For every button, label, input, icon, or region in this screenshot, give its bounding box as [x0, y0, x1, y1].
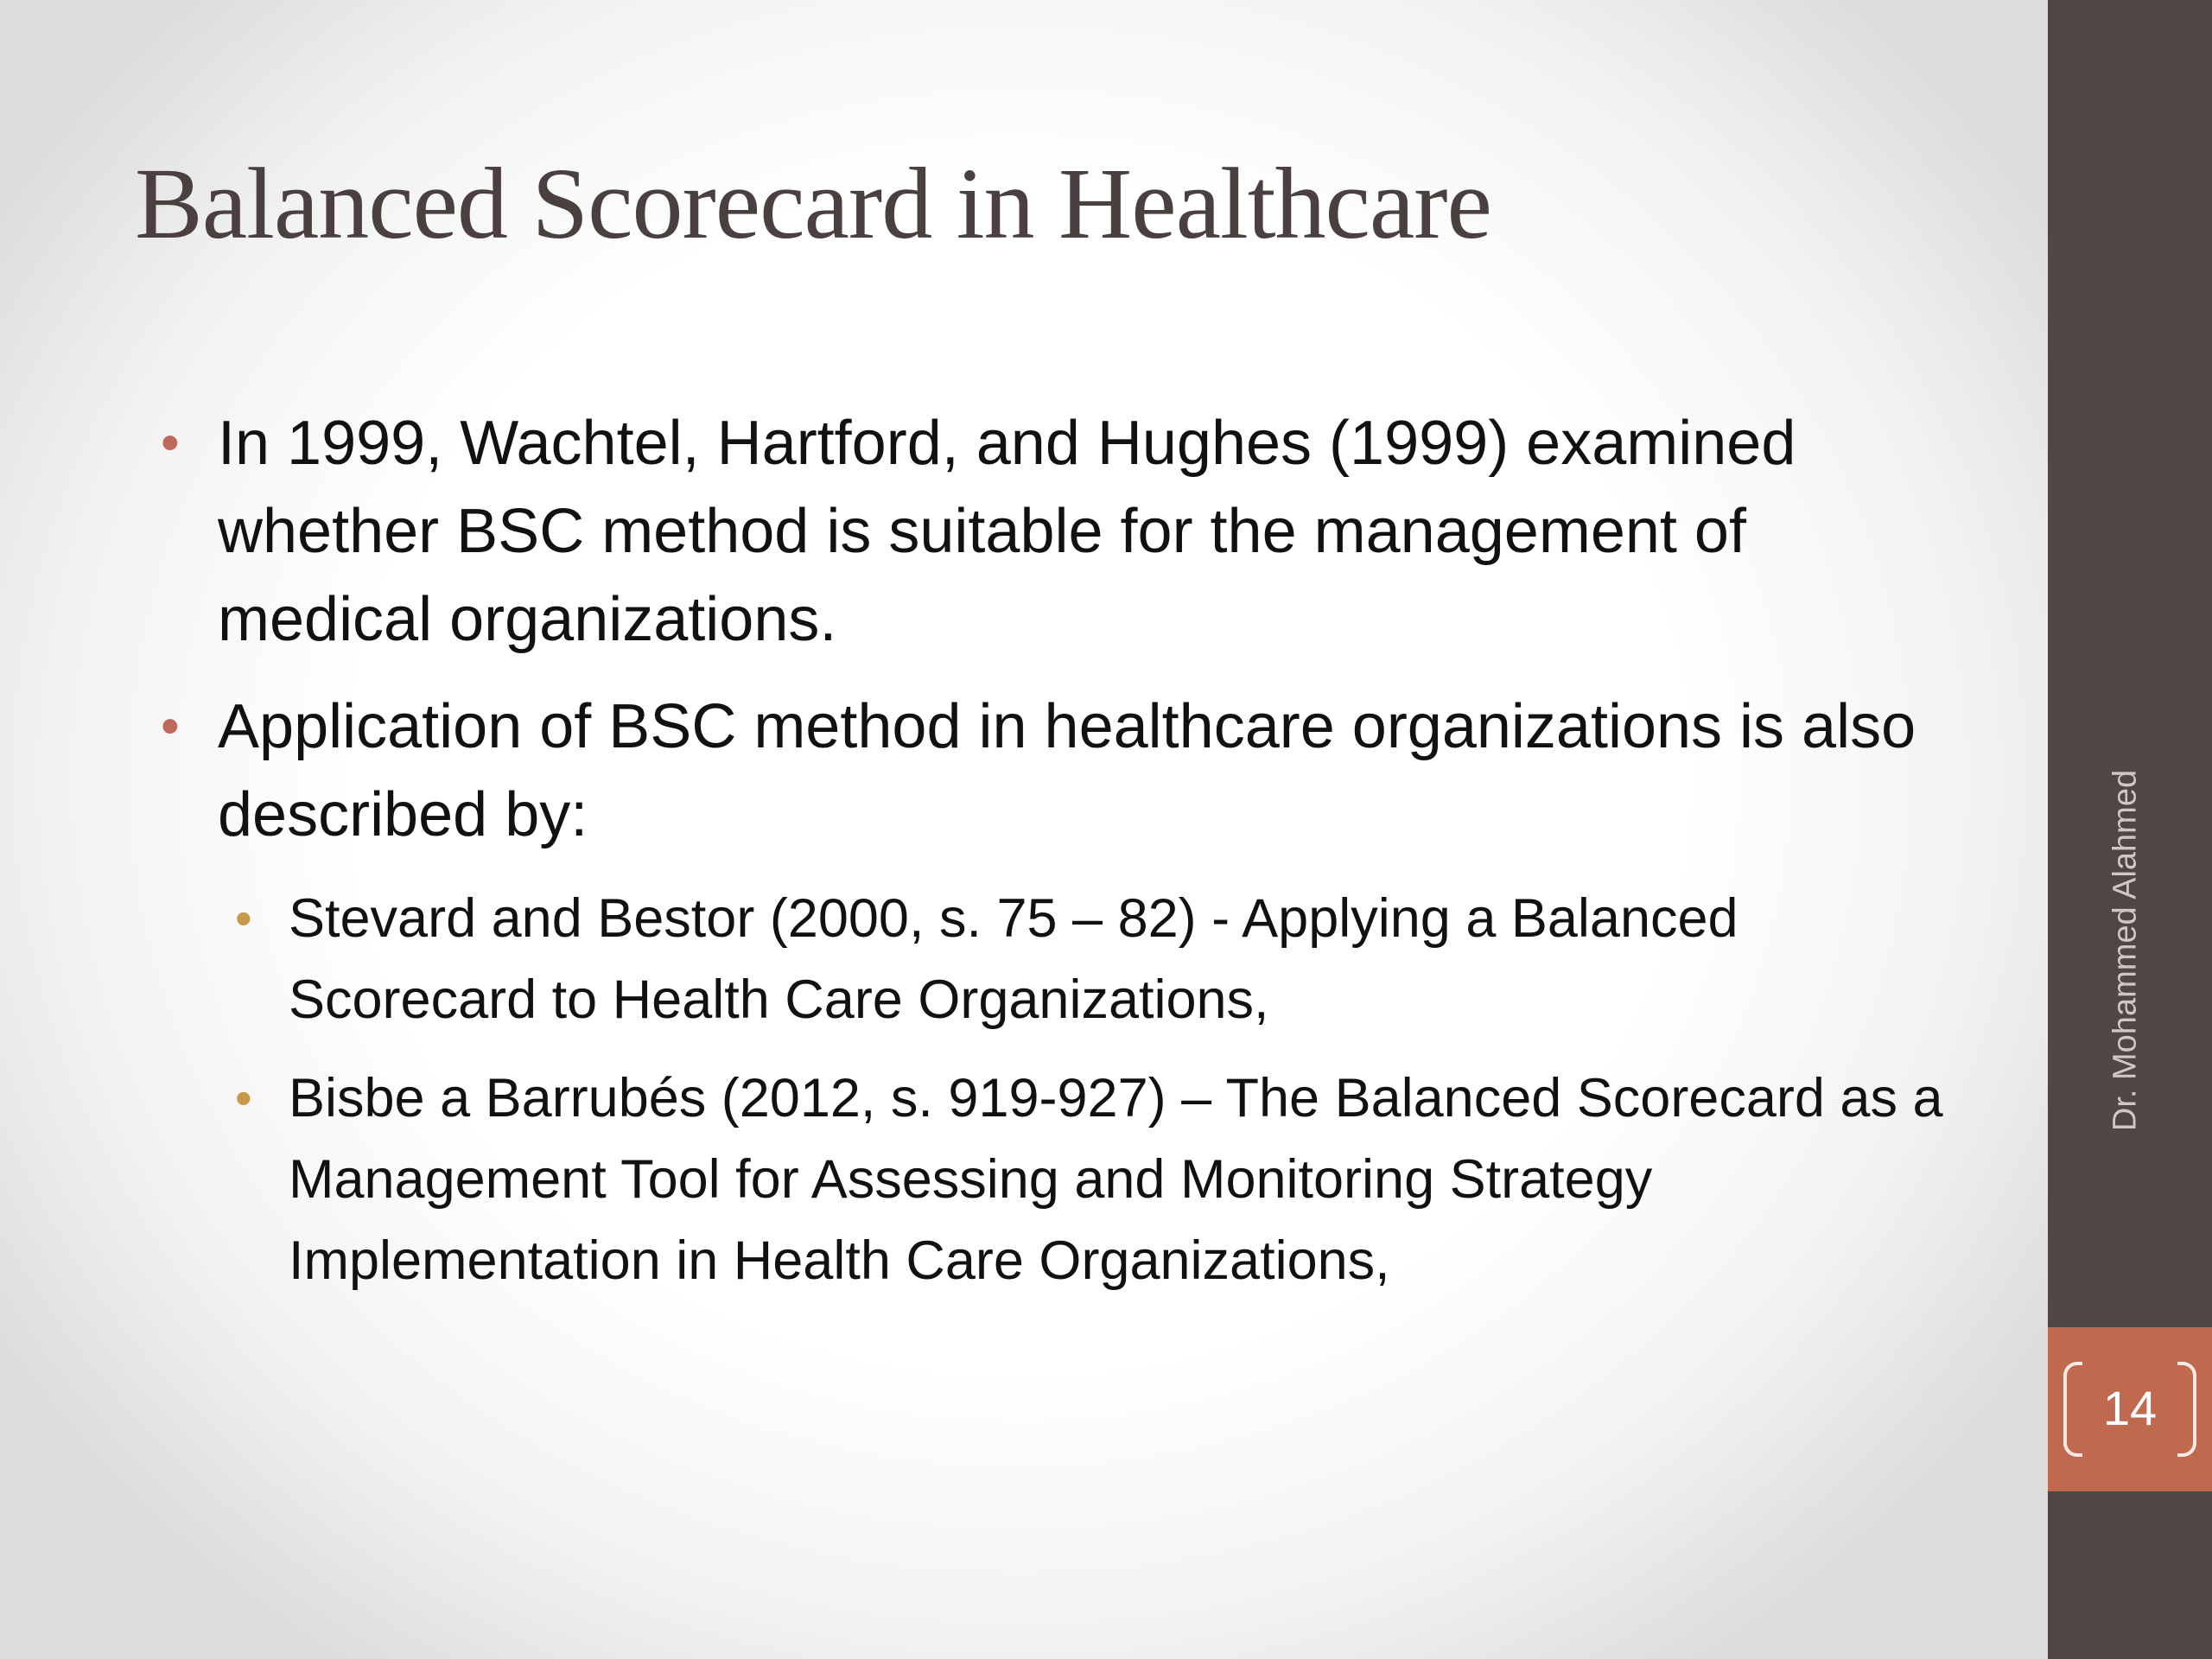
author-label: Dr. Mohammed Alahmed	[2107, 769, 2144, 1132]
sub-bullet-text: Bisbe a Barrubés (2012, s. 919-927) – The Balanced Scorecard as a Management Tool for Assessing and Monitoring Strategy Implementation in Health Care Organizations,	[289, 1068, 1943, 1291]
page-number-box	[2048, 1327, 2212, 1491]
page-number: 14	[2102, 1381, 2158, 1435]
sub-bullet-item	[156, 1058, 1953, 1301]
slide-content	[156, 399, 1953, 1319]
bullet-icon: •	[161, 413, 180, 473]
bullet-icon: •	[161, 696, 180, 756]
slide-title: Balanced Scorecard in Healthcare	[135, 147, 1491, 260]
sub-bullet-icon: •	[235, 891, 252, 945]
sub-bullet-text: Stevard and Bestor (2000, s. 75 – 82) - Applying a Balanced Scorecard to Health Care Organizations,	[289, 888, 1738, 1030]
bullet-text: In 1999, Wachtel, Hartford, and Hughes (1999) examined whether BSC method is suitable for the management of medical organizations.	[218, 409, 1796, 654]
bullet-item	[156, 683, 1953, 859]
sub-bullet-item	[156, 878, 1953, 1040]
bullet-item	[156, 399, 1953, 664]
sub-bullet-icon: •	[235, 1071, 252, 1125]
bullet-text: Application of BSC method in healthcare organizations is also described by:	[218, 692, 1916, 849]
